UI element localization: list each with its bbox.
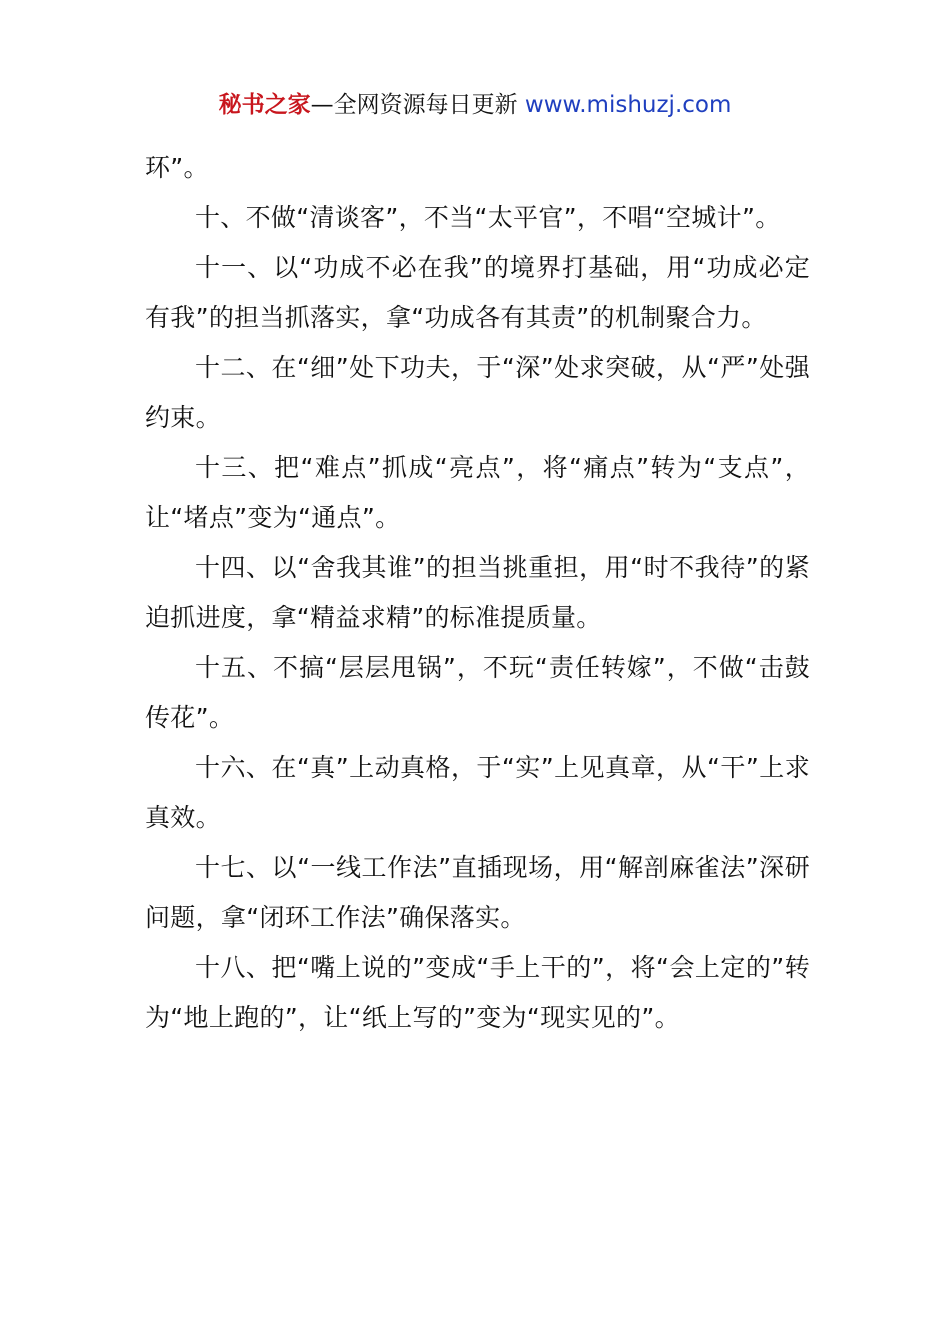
paragraph-item-12: 十二、在“细”处下功夫，于“深”处求突破，从“严”处强约束。: [145, 353, 810, 432]
paragraph-item-13: 十三、把“难点”抓成“亮点”，将“痛点”转为“支点”，让“堵点”变为“通点”。: [145, 453, 810, 532]
page-header: [0, 88, 950, 122]
paragraph-item-17: 十七、以“一线工作法”直插现场，用“解剖麻雀法”深研问题，拿“闭环工作法”确保落实。: [145, 853, 810, 932]
paragraph-item-15: 十五、不搞“层层甩锅”，不玩“责任转嫁”，不做“击鼓传花”。: [145, 653, 810, 732]
paragraph-continuation: 环”。: [145, 153, 209, 182]
paragraph-item-11: 十一、以“功成不必在我”的境界打基础，用“功成必定有我”的担当抓落实，拿“功成各有其责”的机制聚合力。: [145, 253, 810, 332]
header-url-link[interactable]: www.mishuzj.com: [524, 92, 732, 118]
paragraph-item-16: 十六、在“真”上动真格，于“实”上见真章，从“干”上求真效。: [145, 753, 810, 832]
document-body: [145, 143, 810, 1043]
paragraph-item-14: 十四、以“舍我其谁”的担当挑重担，用“时不我待”的紧迫抓进度，拿“精益求精”的标准提质量。: [145, 553, 810, 632]
brand-name: 秘书之家: [218, 92, 311, 118]
header-slogan: —全网资源每日更新: [310, 92, 525, 118]
paragraph-item-10: 十、不做“清谈客”，不当“太平官”，不唱“空城计”。: [195, 203, 781, 232]
paragraph-item-18: 十八、把“嘴上说的”变成“手上干的”，将“会上定的”转为“地上跑的”，让“纸上写的”变为“现实见的”。: [145, 953, 810, 1032]
